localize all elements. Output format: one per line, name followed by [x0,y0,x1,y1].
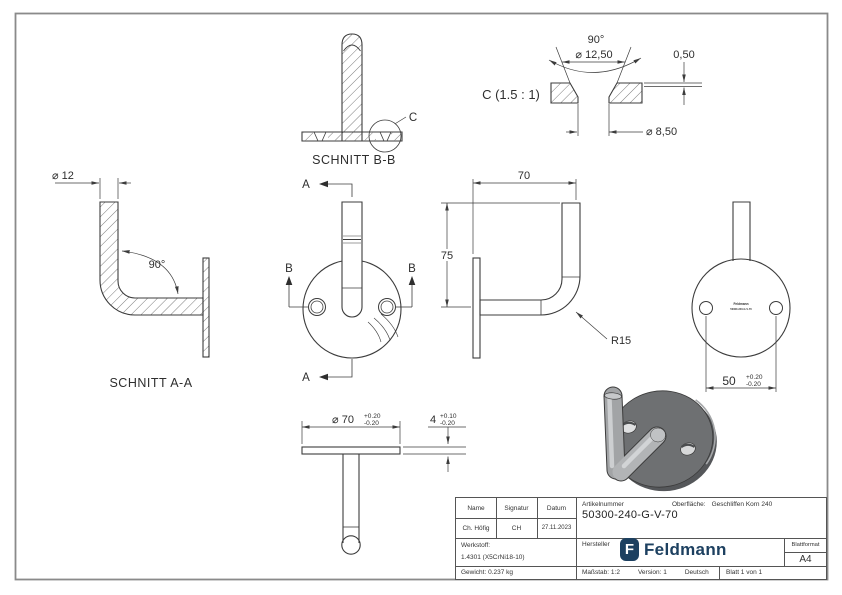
tb-werkstoff-value: 1.4301 (X5CrNi18-10) [461,554,525,561]
section-a-top-label: A [302,179,310,191]
tb-artikelnummer-value: 50300-240-G-V-70 [582,509,678,521]
tb-version: Version: 1 [637,569,667,576]
laser-marking-line2: 50300-240-G-V-70 [730,308,752,311]
view-rear [692,202,790,392]
tb-sprache: Deutsch [684,569,709,576]
view-bottom [302,413,466,554]
tb-datum-label: Datum [546,504,567,512]
tb-gewicht: Gewicht: 0.237 kg [461,569,514,576]
view-side [436,170,631,358]
feldmann-logo-text: Feldmann [644,539,727,559]
bottom-thickness-dim: 4 [429,414,437,426]
side-radius-dim: R15 [611,335,632,347]
laser-marking-line1: Feldmann [733,302,749,306]
detail-c-dia-top: ⌀ 12,50 [575,49,613,61]
detail-c-title: C (1.5 : 1) [482,87,540,102]
view-detail-c [482,34,702,138]
tb-blatt: Blatt 1 von 1 [726,569,763,576]
render-3d-view [600,381,726,501]
schnitt-aa-dia: ⌀ 12 [52,170,74,182]
tb-blattformat-value: A4 [799,553,812,565]
title-block [455,497,827,580]
tb-name-value: Ch. Höfig [462,524,490,532]
side-height-dim: 75 [440,250,454,262]
section-b-left-label: B [285,263,293,275]
bottom-thickness-tol-plus: +0.10 [440,413,457,420]
view-schnitt-aa [52,170,209,390]
view-schnitt-bb [302,34,417,167]
detail-c-depth: 0,50 [673,49,695,61]
rear-tol-plus: +0.20 [746,374,763,381]
feldmann-logo [620,538,727,561]
tb-signatur-value: CH [511,524,522,532]
schnitt-aa-title: SCHNITT A-A [109,376,193,390]
detail-c-dia-hole: ⌀ 8,50 [646,126,678,138]
detail-c-angle: 90° [587,34,605,46]
tb-oberflaeche-value: Geschliffen Korn 240 [711,501,773,508]
tb-signatur-label: Signatur [504,504,529,512]
tb-datum-value: 27.11.2023 [541,525,572,531]
tb-massstab: Maßstab: 1:2 [582,569,620,576]
section-a-bottom-label: A [302,372,310,384]
side-width-dim: 70 [517,170,531,182]
tb-werkstoff-label: Werkstoff: [461,542,491,549]
tb-hersteller-label: Hersteller [582,541,610,548]
tb-blattformat-label: Blattformat [791,542,820,548]
sheet-border [16,14,828,580]
feldmann-logo-icon: F [620,538,639,561]
tb-oberflaeche-label: Oberfläche: [672,501,706,508]
schnitt-aa-angle: 90° [148,259,166,271]
view-front [285,179,416,384]
bottom-dia-tol-plus: +0.20 [364,413,381,420]
section-b-right-label: B [408,263,416,275]
tb-artikelnummer-label: Artikelnummer [582,501,624,508]
schnitt-bb-title: SCHNITT B-B [312,153,396,167]
bottom-thickness-tol-minus: -0.20 [440,420,455,427]
rear-hole-distance-dim: 50 [722,374,736,388]
bottom-dia-dim: ⌀ 70 [332,414,354,426]
detail-ref-label: C [408,112,418,124]
tb-name-label: Name [467,504,485,512]
rear-tol-minus: -0.20 [746,381,761,388]
bottom-dia-tol-minus: -0.20 [364,420,379,427]
